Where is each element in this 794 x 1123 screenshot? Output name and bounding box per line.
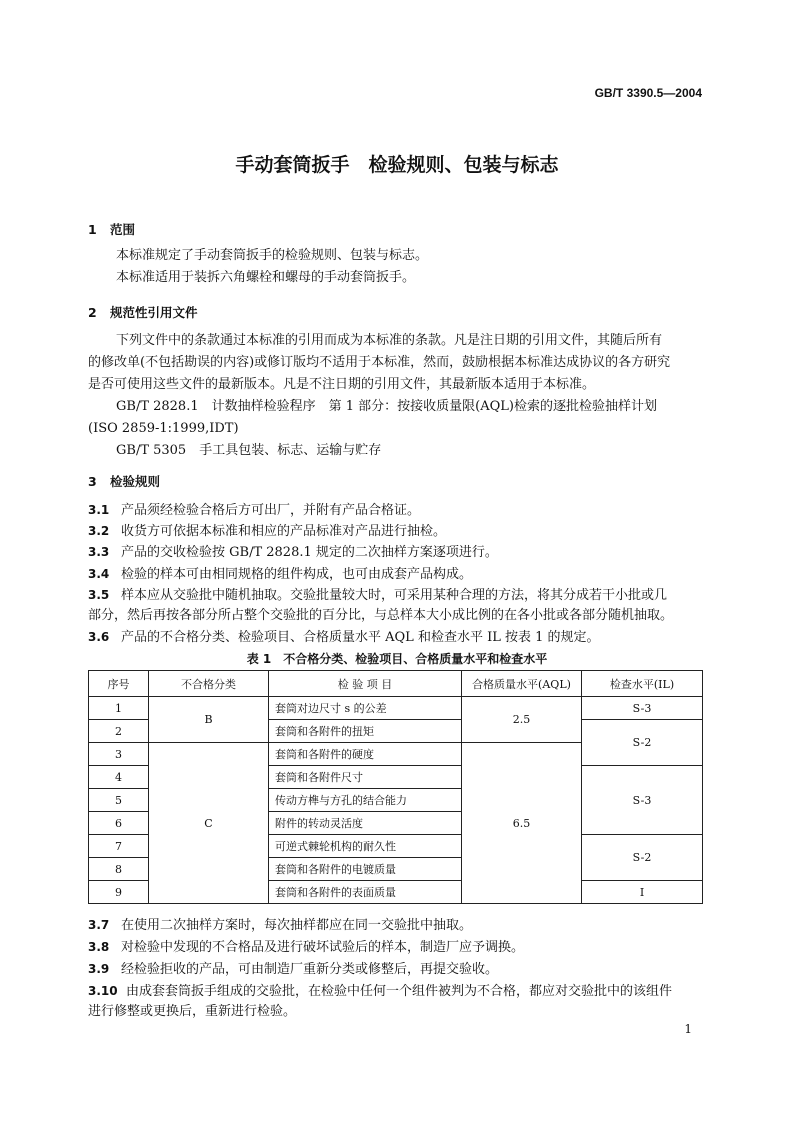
clause-number: 3.3 — [88, 545, 110, 559]
clause-3-4 — [88, 563, 472, 586]
clause-number: 3.10 — [88, 984, 118, 998]
column-header-class: 不合格分类 — [149, 671, 269, 697]
standard-code: GB/T 3390.5—2004 — [594, 86, 702, 100]
clause-text: 对检验中发现的不合格品及进行破坏试验后的样本，制造厂应予调换。 — [121, 940, 525, 955]
row-number: 3 — [89, 743, 149, 766]
clause-number: 3.5 — [88, 588, 110, 602]
clause-number: 3.9 — [88, 962, 110, 976]
clause-3-5-continued: 部分，然后再按各部分所占整个交验批的百分比，与总样本大小成比例的在各小批或各部分随机抽取。 — [88, 608, 674, 623]
clause-3-9 — [88, 958, 498, 981]
table-row — [89, 697, 703, 720]
reference-entry: GB/T 2828.1 计数抽样检验程序 第 1 部分：按接收质量限(AQL)检索的逐批检验抽样计划 — [116, 399, 657, 414]
column-header-item: 检 验 项 目 — [269, 671, 462, 697]
clause-text: 检验的样本可由相同规格的组件构成，也可由成套产品构成。 — [121, 567, 473, 582]
paragraph: 本标准适用于装拆六角螺栓和螺母的手动套筒扳手。 — [116, 270, 416, 285]
row-number: 1 — [89, 697, 149, 720]
clause-3-7 — [88, 914, 472, 937]
il-cell: Ⅰ — [582, 881, 703, 904]
clause-text: 收货方可依据本标准和相应的产品标准对产品进行抽检。 — [121, 524, 447, 539]
clause-3-10-continued: 进行修整或更换后，重新进行检验。 — [88, 1004, 297, 1019]
table-header-row — [89, 671, 703, 697]
paragraph: 本标准规定了手动套筒扳手的检验规则、包装与标志。 — [116, 248, 429, 263]
class-c-cell: C — [149, 743, 269, 904]
inspection-item: 套筒和各附件的扭矩 — [269, 720, 462, 743]
page-number: 1 — [684, 1022, 692, 1036]
clause-3-2 — [88, 520, 446, 543]
clause-text: 经检验拒收的产品，可由制造厂重新分类或修整后，再提交验收。 — [121, 962, 499, 977]
clause-text: 产品的不合格分类、检验项目、合格质量水平 AQL 和检查水平 IL 按表 1 的规定。 — [121, 630, 600, 645]
row-number: 9 — [89, 881, 149, 904]
clause-number: 3.4 — [88, 567, 110, 581]
table-caption: 表 1 不合格分类、检验项目、合格质量水平和检查水平 — [246, 652, 548, 666]
paragraph-line: 的修改单(不包括勘误的内容)或修订版均不适用于本标准，然而，鼓励根据本标准达成协议的各方研究 — [88, 355, 671, 370]
column-header-il: 检查水平(IL) — [582, 671, 703, 697]
clause-text: 产品的交收检验按 GB/T 2828.1 规定的二次抽样方案逐项进行。 — [121, 545, 498, 560]
clause-3-10 — [88, 980, 672, 1003]
inspection-item: 可逆式棘轮机构的耐久性 — [269, 835, 462, 858]
class-b-cell: B — [149, 697, 269, 743]
section-3-heading — [88, 472, 160, 490]
clause-text: 样本应从交验批中随机抽取。交验批量较大时，可采用某种合理的方法，将其分成若干小批或几 — [121, 588, 668, 603]
reference-entry: GB/T 5305 手工具包装、标志、运输与贮存 — [116, 443, 382, 458]
clause-text: 由成套套筒扳手组成的交验批，在检验中任何一个组件被判为不合格，都应对交验批中的该组件 — [126, 984, 673, 999]
clause-3-1 — [88, 499, 420, 522]
section-number: 2 — [88, 305, 97, 320]
clause-number: 3.7 — [88, 918, 110, 932]
inspection-item: 套筒和各附件的表面质量 — [269, 881, 462, 904]
inspection-item: 套筒对边尺寸 s 的公差 — [269, 697, 462, 720]
clause-number: 3.6 — [88, 630, 110, 644]
clause-number: 3.2 — [88, 524, 110, 538]
section-title: 范围 — [110, 222, 136, 237]
clause-3-3 — [88, 541, 498, 564]
paragraph-line: 下列文件中的条款通过本标准的引用而成为本标准的条款。凡是注日期的引用文件，其随后所有 — [116, 333, 663, 348]
clause-3-5 — [88, 584, 667, 607]
paragraph-line: 是否可使用这些文件的最新版本。凡是不注日期的引用文件，其最新版本适用于本标准。 — [88, 377, 596, 392]
aql-b-cell: 2.5 — [462, 697, 582, 743]
inspection-item: 套筒和各附件尺寸 — [269, 766, 462, 789]
inspection-item: 套筒和各附件的硬度 — [269, 743, 462, 766]
inspection-item: 传动方榫与方孔的结合能力 — [269, 789, 462, 812]
section-2-heading — [88, 303, 198, 321]
clause-3-6 — [88, 626, 600, 649]
inspection-item: 附件的转动灵活度 — [269, 812, 462, 835]
row-number: 5 — [89, 789, 149, 812]
section-title: 检验规则 — [110, 474, 161, 489]
il-cell: S-3 — [582, 697, 703, 720]
reference-entry-cont: (ISO 2859-1:1999,IDT) — [88, 421, 239, 436]
row-number: 6 — [89, 812, 149, 835]
inspection-item: 套筒和各附件的电镀质量 — [269, 858, 462, 881]
document-title: 手动套筒扳手 检验规则、包装与标志 — [235, 154, 559, 176]
clause-text: 在使用二次抽样方案时，每次抽样都应在同一交验批中抽取。 — [121, 918, 473, 933]
il-cell: S-3 — [582, 766, 703, 835]
column-header-no: 序号 — [89, 671, 149, 697]
clause-number: 3.8 — [88, 940, 110, 954]
il-cell: S-2 — [582, 720, 703, 766]
clause-number: 3.1 — [88, 503, 110, 517]
section-title: 规范性引用文件 — [110, 305, 198, 320]
row-number: 4 — [89, 766, 149, 789]
row-number: 8 — [89, 858, 149, 881]
aql-c-cell: 6.5 — [462, 743, 582, 904]
section-number: 1 — [88, 222, 97, 237]
clause-3-8 — [88, 936, 524, 959]
inspection-table — [88, 670, 703, 904]
row-number: 7 — [89, 835, 149, 858]
clause-text: 产品须经检验合格后方可出厂，并附有产品合格证。 — [121, 503, 421, 518]
row-number: 2 — [89, 720, 149, 743]
column-header-aql: 合格质量水平(AQL) — [462, 671, 582, 697]
section-number: 3 — [88, 474, 97, 489]
il-cell: S-2 — [582, 835, 703, 881]
section-1-heading — [88, 220, 135, 238]
